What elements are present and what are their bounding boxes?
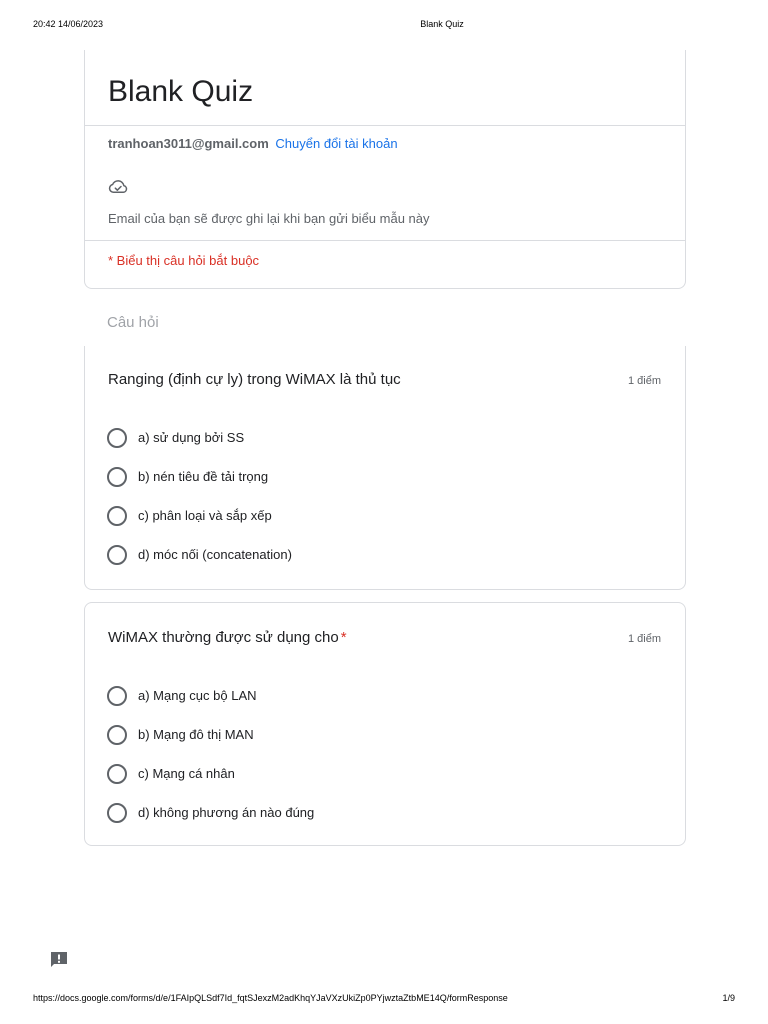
header-divider (85, 125, 685, 126)
option-label: a) Mạng cục bộ LAN (138, 688, 257, 703)
option-label: c) Mạng cá nhân (138, 766, 235, 781)
account-email: tranhoan3011@gmail.com (108, 136, 269, 151)
radio-button[interactable] (107, 764, 127, 784)
section-title: Câu hỏi (107, 314, 159, 331)
radio-button[interactable] (107, 545, 127, 565)
question-points: 1 điểm (627, 375, 661, 387)
radio-option[interactable] (107, 676, 647, 715)
account-line (108, 136, 398, 151)
radio-button[interactable] (107, 725, 127, 745)
radio-button[interactable] (107, 686, 127, 706)
option-label: d) móc nối (concatenation) (138, 547, 292, 562)
required-note: * Biểu thị câu hỏi bắt buộc (108, 253, 260, 268)
option-label: c) phân loại và sắp xếp (138, 508, 272, 523)
radio-option[interactable] (107, 535, 647, 574)
print-url: https://docs.google.com/forms/d/e/1FAIpQLSdf7Id_fqtSJexzM2adKhqYJaVXzUkiZp0PYjwztaZtbME14Q/formResponse (33, 993, 508, 1003)
question-text: Ranging (định cự ly) trong WiMAX là thủ tục (108, 371, 401, 388)
email-record-note: Email của bạn sẽ được ghi lại khi bạn gửi biểu mẫu này (108, 211, 430, 226)
form-title: Blank Quiz (108, 75, 254, 108)
required-asterisk: * (340, 629, 347, 646)
radio-button[interactable] (107, 506, 127, 526)
radio-button[interactable] (107, 467, 127, 487)
required-divider (85, 240, 685, 241)
radio-button[interactable] (107, 803, 127, 823)
radio-option[interactable] (107, 715, 647, 754)
question-text: WiMAX thường được sử dụng cho * (108, 629, 347, 646)
radio-option[interactable] (107, 457, 647, 496)
cloud-check-icon (108, 177, 128, 195)
report-feedback-icon[interactable] (49, 950, 69, 970)
radio-button[interactable] (107, 428, 127, 448)
radio-option[interactable] (107, 793, 647, 832)
option-label: b) nén tiêu đề tải trọng (138, 469, 269, 484)
option-label: d) không phương án nào đúng (138, 805, 315, 820)
question-card-2 (84, 602, 686, 846)
print-header (0, 14, 768, 30)
switch-account-link[interactable]: Chuyển đổi tài khoản (275, 136, 398, 151)
radio-options (107, 676, 647, 832)
option-label: b) Mạng đô thị MAN (138, 727, 254, 742)
radio-options (107, 418, 647, 574)
print-page-number: 1/9 (722, 993, 735, 1003)
print-doc-title: Blank Quiz (420, 19, 464, 29)
radio-option[interactable] (107, 418, 647, 457)
print-timestamp: 20:42 14/06/2023 (33, 19, 104, 29)
form-header-card (84, 50, 686, 289)
option-label: a) sử dụng bởi SS (138, 430, 245, 445)
question-card-1 (84, 346, 686, 590)
question-points: 1 điểm (627, 633, 661, 645)
radio-option[interactable] (107, 754, 647, 793)
print-footer (0, 990, 768, 1006)
radio-option[interactable] (107, 496, 647, 535)
